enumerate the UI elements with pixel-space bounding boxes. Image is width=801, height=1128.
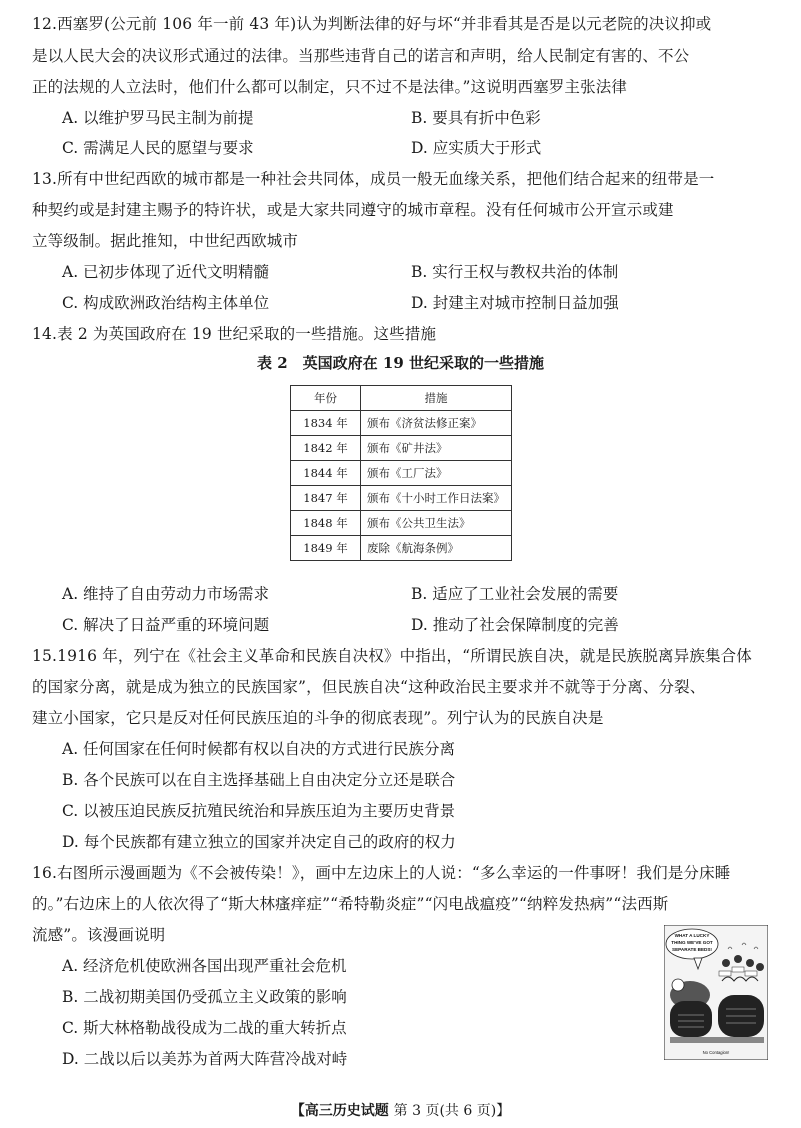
- question-15-line-2: 的国家分离，就是成为独立的民族国家”，但民族自决“这种政治民主要求并不就等于分离、分裂、: [32, 678, 706, 696]
- question-12-option-d: D. 应实质大于形式: [411, 139, 542, 157]
- question-14-option-c: C. 解决了日益严重的环境问题: [62, 616, 270, 634]
- table-row: [291, 411, 512, 436]
- page-footer: [0, 1100, 801, 1120]
- question-12-line-2: 是以人民大会的决议形式通过的法律。当那些违背自己的诺言和声明，给人民制定有害的、不公: [32, 47, 690, 65]
- table-cell-year: 1848 年: [291, 511, 361, 536]
- table-cell-measure: 颁布《十小时工作日法案》: [361, 486, 512, 511]
- table-row: [291, 536, 512, 561]
- question-12-line-1: 12.西塞罗(公元前 106 年一前 43 年)认为判断法律的好与坏“并非看其是否是以元老院的决议抑或: [32, 15, 712, 33]
- table-row: [291, 486, 512, 511]
- question-14-line-1: 14.表 2 为英国政府在 19 世纪采取的一些措施。这些措施: [32, 325, 437, 343]
- cartoon-caption: No Contagion!: [702, 1050, 730, 1055]
- question-12-option-c: C. 需满足人民的愿望与要求: [62, 139, 254, 157]
- table-row: [291, 436, 512, 461]
- question-16-line-2: 的。”右边床上的人依次得了“斯大林瘙痒症”“希特勒炎症”“闪电战瘟疫”“纳粹发热病”“法西斯: [32, 895, 669, 913]
- table-cell-year: 1849 年: [291, 536, 361, 561]
- speech-text-1: WHAT A LUCKY: [674, 933, 710, 938]
- question-12-option-b: B. 要具有折中色彩: [411, 109, 541, 127]
- table-header-measure: 措施: [361, 386, 512, 411]
- question-13-line-3: 立等级制。据此推知，中世纪西欧城市: [32, 232, 299, 250]
- table-cell-year: 1842 年: [291, 436, 361, 461]
- footer-title: 【高三历史试题: [290, 1103, 389, 1119]
- question-16-option-c: C. 斯大林格勒战役成为二战的重大转折点: [62, 1019, 347, 1037]
- table-cell-year: 1847 年: [291, 486, 361, 511]
- question-15-option-c: C. 以被压迫民族反抗殖民统治和异族压迫为主要历史背景: [62, 802, 456, 820]
- question-16-option-d: D. 二战以后以美苏为首两大阵营冷战对峙: [62, 1050, 348, 1068]
- question-16-option-b: B. 二战初期美国仍受孤立主义政策的影响: [62, 988, 347, 1006]
- speech-text-3: SEPARATE BEDS!: [672, 947, 712, 952]
- table-header-row: [291, 386, 512, 411]
- question-15-line-1: 15.1916 年，列宁在《社会主义革命和民族自决权》中指出，“所谓民族自决，就是民族脱离异族集合体: [32, 647, 752, 665]
- question-15-line-3: 建立小国家，它只是反对任何民族压迫的斗争的彻底表现”。列宁认为的民族自决是: [32, 709, 604, 727]
- measures-table: [290, 385, 512, 561]
- table-caption: 表 2 英国政府在 19 世纪采取的一些措施: [257, 354, 544, 372]
- table-cell-year: 1844 年: [291, 461, 361, 486]
- table-cell-measure: 废除《航海条例》: [361, 536, 512, 561]
- table-cell-measure: 颁布《济贫法修正案》: [361, 411, 512, 436]
- cartoon-illustration: [664, 925, 768, 1060]
- question-15-option-d: D. 每个民族都有建立独立的国家并决定自己的政府的权力: [62, 833, 456, 851]
- question-16-line-1: 16.右图所示漫画题为《不会被传染！》，画中左边床上的人说：“多么幸运的一件事呀！我们是分床睡: [32, 864, 731, 882]
- question-15-option-a: A. 任何国家在任何时候都有权以自决的方式进行民族分离: [62, 740, 456, 758]
- question-12-line-3: 正的法规的人立法时，他们什么都可以制定，只不过不是法律。”这说明西塞罗主张法律: [32, 78, 628, 96]
- table-row: [291, 461, 512, 486]
- question-13-option-c: C. 构成欧洲政治结构主体单位: [62, 294, 270, 312]
- question-13-line-1: 13.所有中世纪西欧的城市都是一种社会共同体，成员一般无血缘关系，把他们结合起来的纽带是一: [32, 170, 715, 188]
- table-cell-measure: 颁布《矿井法》: [361, 436, 512, 461]
- question-13-option-b: B. 实行王权与教权共治的体制: [411, 263, 619, 281]
- table-cell-measure: 颁布《公共卫生法》: [361, 511, 512, 536]
- question-12-option-a: A. 以维护罗马民主制为前提: [62, 109, 254, 127]
- question-14-option-a: A. 维持了自由劳动力市场需求: [62, 585, 270, 603]
- footer-page-number: 第 3 页(共 6 页)】: [393, 1103, 511, 1119]
- question-13-option-d: D. 封建主对城市控制日益加强: [411, 294, 619, 312]
- table-row: [291, 511, 512, 536]
- question-16-line-3: 流感”。该漫画说明: [32, 926, 166, 944]
- table-header-year: 年份: [291, 386, 361, 411]
- question-14-option-d: D. 推动了社会保障制度的完善: [411, 616, 619, 634]
- left-bed: [670, 1001, 712, 1037]
- table-cell-measure: 颁布《工厂法》: [361, 461, 512, 486]
- question-14-option-b: B. 适应了工业社会发展的需要: [411, 585, 619, 603]
- table-cell-year: 1834 年: [291, 411, 361, 436]
- question-13-option-a: A. 已初步体现了近代文明精髓: [62, 263, 270, 281]
- question-16-option-a: A. 经济危机使欧洲各国出现严重社会危机: [62, 957, 347, 975]
- speech-text-2: THING WE'VE GOT: [671, 940, 713, 945]
- question-15-option-b: B. 各个民族可以在自主选择基础上自由决定分立还是联合: [62, 771, 456, 789]
- question-13-line-2: 种契约或是封建主赐予的特许状，或是大家共同遵守的城市章程。没有任何城市公开宣示或建: [32, 201, 674, 219]
